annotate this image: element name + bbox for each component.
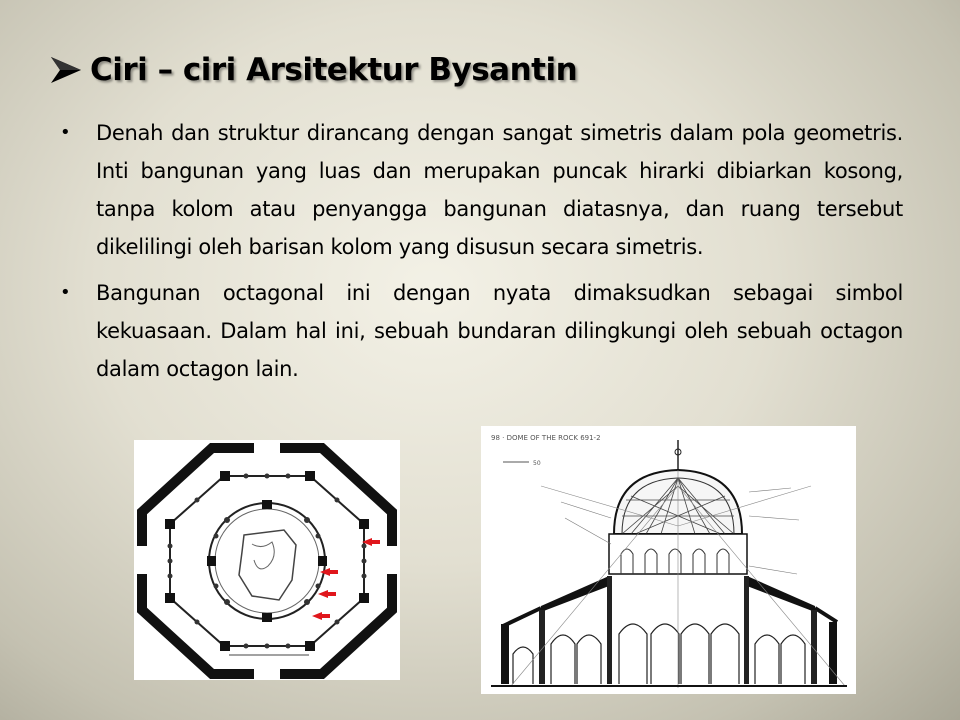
arrowhead-bullet-icon: [48, 55, 84, 85]
slide-title-text: Ciri – ciri Arsitektur Bysantin: [90, 52, 578, 88]
bullet-item: [58, 114, 903, 266]
octagonal-floor-plan-drawing: [134, 440, 400, 680]
dome-cross-section-image: [481, 426, 856, 694]
scale-label: 50: [533, 460, 541, 467]
slide-title: [48, 52, 928, 88]
bullet-item: [58, 274, 903, 388]
octagonal-floor-plan-image: [134, 440, 400, 680]
bullet-text: Bangunan octagonal ini dengan nyata dimaksudkan sebagai simbol kekuasaan. Dalam hal ini, sebuah bundaran dilingkungi oleh sebuah octagon dalam octagon lain.: [96, 281, 903, 381]
dome-cross-section-drawing: [481, 426, 856, 694]
section-caption: 98 · DOME OF THE ROCK 691-2: [491, 434, 601, 442]
bullet-list: [58, 114, 903, 396]
bullet-dot: •: [60, 122, 71, 143]
bullet-text: Denah dan struktur dirancang dengan sangat simetris dalam pola geometris. Inti bangunan yang luas dan merupakan puncak hirarki dibiarkan kosong, tanpa kolom atau penyangga bangunan diatasnya, dan ruang tersebut dikelilingi oleh barisan kolom yang disusun secara simetris.: [96, 121, 903, 259]
bullet-dot: •: [60, 282, 71, 303]
